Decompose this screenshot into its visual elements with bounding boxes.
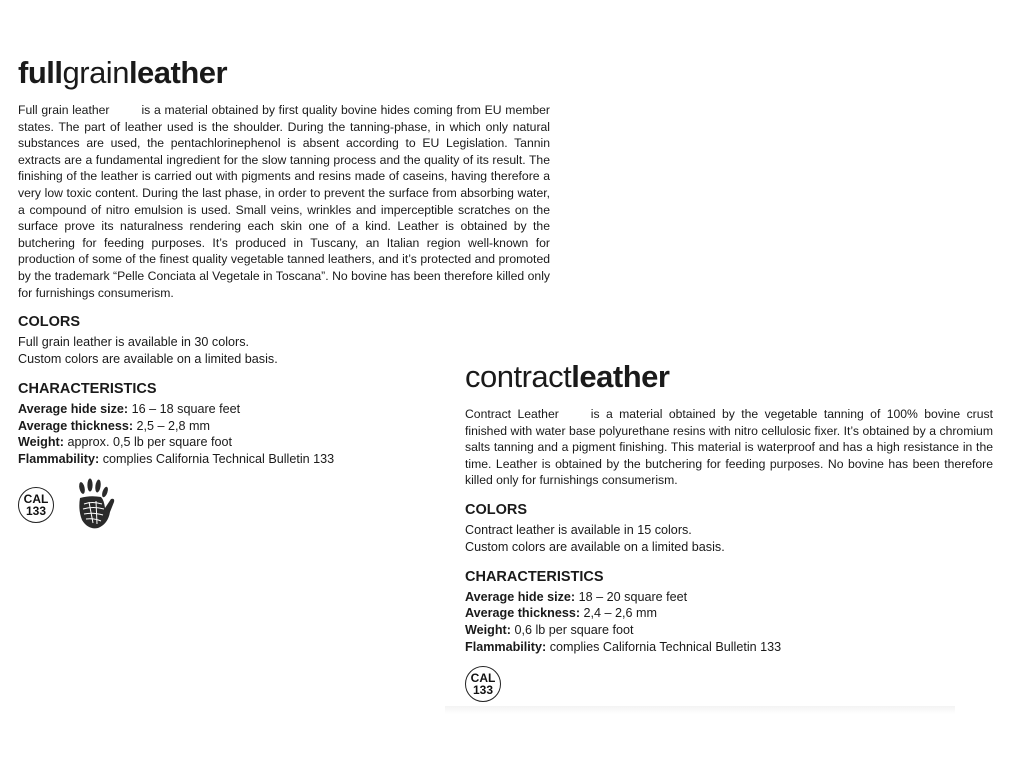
full-grain-description	[18, 102, 550, 301]
hide-size-label: Average hide size:	[18, 401, 129, 416]
title-part: contract	[465, 359, 572, 394]
colors-line: Custom colors are available on a limited basis.	[18, 351, 278, 366]
contract-leather-section	[465, 358, 993, 702]
flammability-value: complies California Technical Bulletin 133	[549, 639, 782, 654]
hide-size-label: Average hide size:	[465, 589, 576, 604]
characteristics-heading: CHARACTERISTICS	[18, 380, 157, 397]
weight-label: Weight:	[18, 435, 64, 450]
weight-value: approx. 0,5 lb per square foot	[67, 435, 232, 450]
full-grain-title	[18, 54, 550, 92]
cal-133-badge-icon	[465, 666, 501, 702]
characteristics-heading: CHARACTERISTICS	[465, 568, 604, 585]
weight-row	[465, 622, 993, 639]
title-part: full	[18, 55, 63, 90]
contract-leather-description	[465, 406, 993, 489]
title-part: leather	[128, 55, 228, 90]
flammability-value: complies California Technical Bulletin 133	[102, 452, 335, 467]
handprint-logo-icon	[68, 478, 118, 532]
title-part: leather	[571, 359, 670, 394]
colors-heading: COLORS	[465, 501, 528, 518]
hide-size-value: 18 – 20 square feet	[578, 589, 688, 604]
colors-line: Custom colors are available on a limited basis.	[465, 539, 725, 554]
thickness-value: 2,4 – 2,6 mm	[583, 606, 658, 621]
cal-badge-top: CAL	[23, 491, 49, 506]
cal-badge-top: CAL	[470, 670, 496, 685]
colors-heading: COLORS	[18, 314, 81, 331]
desc-rest: is a material obtained by the vegetable tanning of 100% bovine crust finished with water base polyurethane resins with nitro cellulosic fixer. It’s obtained by a chromium salts tanning and a pigment finishing. This material is waterproof and has a high resistance in the time. Leather is obtained by the butchering for feeding purposes. No bovine has been therefore killed only for furnishings consumerism.	[465, 407, 993, 488]
desc-start: Contract Leather	[465, 407, 559, 421]
weight-value: 0,6 lb per square foot	[514, 623, 634, 638]
thickness-label: Average thickness:	[465, 606, 581, 621]
hide-size-value: 16 – 18 square feet	[131, 401, 241, 416]
title-part: grain	[62, 55, 129, 90]
flammability-label: Flammability:	[465, 639, 547, 654]
desc-start: Full grain leather	[18, 103, 110, 117]
hide-size-row	[465, 589, 993, 606]
thickness-value: 2,5 – 2,8 mm	[136, 418, 211, 433]
desc-rest: is a material obtained by first quality bovine hides coming from EU member states. The part of leather used is the shoulder. During the tanning-phase, in which only natural substances are used, the pentachlorinephenol is absent according to EU Legislation. Tannin extracts are a fundamental ingredient for the slow tanning process and the quality of its result. The finishing of the leather is carried out with pigments and resins made of caseins, having therefore a very low toxic content. During the last phase, in order to prevent the surface from absorbing water, a compound of nitro emulsion is used. Small veins, wrinkles and imperceptible scratches on the surface prove its naturalness rendering each skin one of a kind. Leather is obtained by the butchering for feeding purposes. It’s produced in Tuscany, an Italian region well-known for production of some of the finest quality vegetable tanned leathers, and it’s protected and promoted by the trademark “Pelle Conciata al Vegetale in Toscana”. No bovine has been therefore killed only for furnishings consumerism.	[18, 103, 550, 300]
cal-badge-bottom: 133	[25, 503, 47, 518]
weight-label: Weight:	[465, 623, 511, 638]
cal-133-badge-icon	[18, 487, 54, 523]
contract-leather-title	[465, 358, 993, 396]
colors-line: Full grain leather is available in 30 colors.	[18, 335, 250, 350]
badge-row	[465, 666, 993, 702]
thickness-row	[465, 605, 993, 622]
colors-line: Contract leather is available in 15 colors.	[465, 522, 692, 537]
flammability-label: Flammability:	[18, 452, 100, 467]
flammability-row	[465, 639, 993, 656]
thickness-label: Average thickness:	[18, 418, 134, 433]
bottom-shadow	[445, 706, 955, 714]
cal-badge-bottom: 133	[472, 682, 494, 697]
